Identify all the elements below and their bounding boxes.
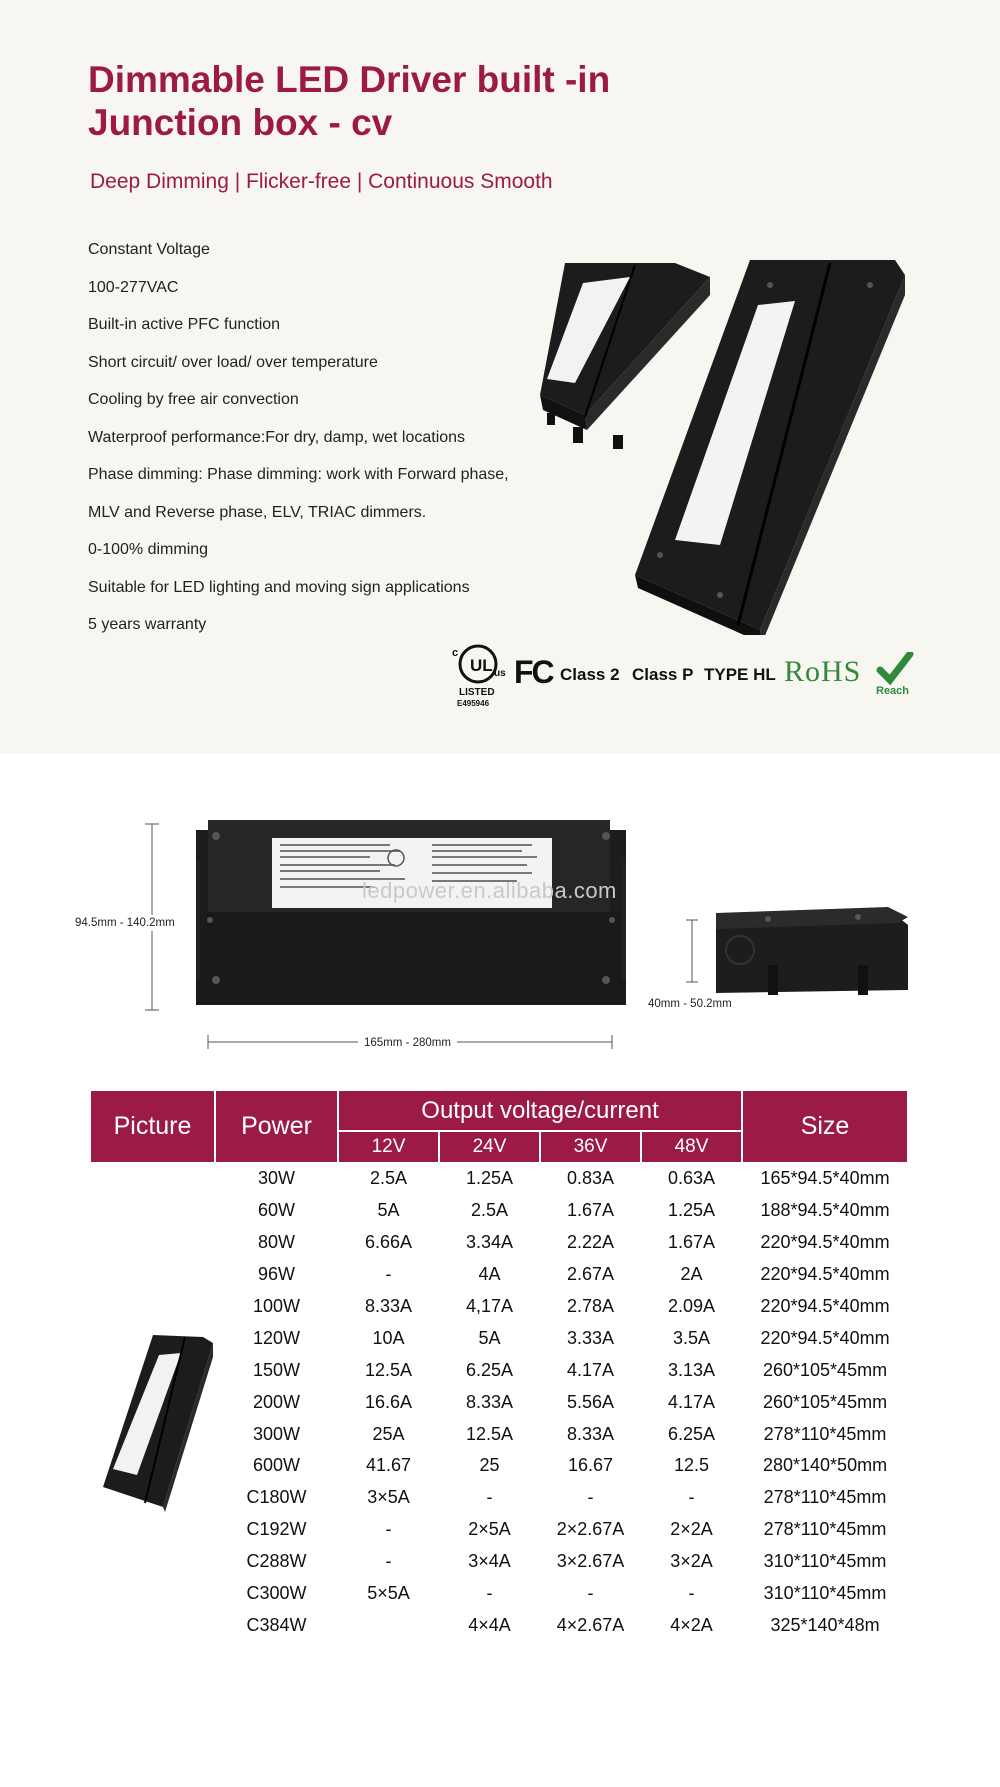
current-36v-cell: - bbox=[587, 1583, 594, 1604]
power-cell: 200W bbox=[252, 1391, 301, 1412]
current-12v-cell: 10A bbox=[372, 1327, 405, 1348]
table-picture-cell bbox=[90, 1163, 215, 1641]
ul-file-text: E495946 bbox=[457, 699, 490, 708]
ul-mark-text: UL bbox=[470, 656, 493, 675]
size-cell: 220*94.5*40mm bbox=[760, 1296, 890, 1316]
feature-item: Short circuit/ over load/ over temperature bbox=[88, 353, 378, 371]
size-cell: 278*110*45mm bbox=[763, 1519, 887, 1540]
certification-row bbox=[448, 640, 918, 710]
current-12v-cell bbox=[338, 1609, 439, 1641]
current-12v-cell: 5A bbox=[377, 1200, 400, 1221]
current-48v-cell: 3.13A bbox=[667, 1359, 716, 1380]
current-12v-cell: 16.6A bbox=[364, 1391, 413, 1412]
current-24v-cell: 1.25A bbox=[465, 1168, 514, 1189]
size-cell: 165*94.5*40mm bbox=[760, 1168, 890, 1189]
power-cell: 120W bbox=[252, 1327, 301, 1348]
page-title: Dimmable LED Driver built -in Junction box - cv bbox=[88, 59, 611, 143]
watermark-text: ledpower.en.alibaba.com bbox=[362, 878, 617, 903]
current-48v-cell: 4×2A bbox=[670, 1614, 713, 1635]
current-12v-cell: 41.67 bbox=[365, 1455, 412, 1476]
feature-list bbox=[88, 238, 509, 651]
current-48v-cell: 2.09A bbox=[667, 1296, 716, 1316]
power-cell: 150W bbox=[252, 1359, 301, 1380]
size-cell: 325*140*48m bbox=[770, 1614, 880, 1635]
power-cell: C180W bbox=[246, 1487, 307, 1508]
current-24v-cell: 2.5A bbox=[470, 1200, 509, 1221]
type-hl-label: TYPE HL bbox=[704, 665, 776, 684]
width-dimension-label: 165mm - 280mm bbox=[358, 1037, 457, 1049]
size-cell: 278*110*45mm bbox=[763, 1423, 887, 1444]
size-cell: 188*94.5*40mm bbox=[760, 1200, 890, 1221]
feature-item: Phase dimming: Phase dimming: work with Forward phase, bbox=[88, 466, 509, 483]
power-cell: C288W bbox=[246, 1551, 307, 1572]
current-12v-cell: 6.66A bbox=[364, 1232, 413, 1253]
current-24v-cell: 3.34A bbox=[465, 1232, 514, 1253]
current-36v-cell: 2×2.67A bbox=[556, 1519, 625, 1540]
current-48v-cell: 3×2A bbox=[670, 1551, 713, 1572]
ul-listed-text: LISTED bbox=[459, 687, 495, 698]
current-36v-cell: 2.78A bbox=[566, 1296, 615, 1316]
current-36v-cell: 3×2.67A bbox=[556, 1551, 625, 1572]
power-cell: C384W bbox=[246, 1614, 307, 1635]
current-24v-cell: 5A bbox=[478, 1327, 501, 1348]
current-36v-cell: 0.83A bbox=[566, 1168, 615, 1189]
current-36v-cell: 4.17A bbox=[566, 1359, 615, 1380]
current-36v-cell: 3.33A bbox=[566, 1327, 615, 1348]
power-cell: 80W bbox=[257, 1232, 295, 1253]
feature-item: 0-100% dimming bbox=[88, 541, 209, 558]
current-36v-cell: 1.67A bbox=[566, 1200, 615, 1221]
current-24v-cell: 4×4A bbox=[468, 1614, 511, 1635]
page-subtitle: Deep Dimming | Flicker-free | Continuous Smooth bbox=[90, 170, 553, 193]
current-36v-cell: 16.67 bbox=[567, 1455, 614, 1476]
current-48v-cell: 6.25A bbox=[667, 1423, 716, 1444]
header-picture: Picture bbox=[90, 1090, 215, 1163]
header-24v: 24V bbox=[439, 1131, 540, 1163]
current-24v-cell: 4A bbox=[478, 1264, 501, 1285]
feature-item: Built-in active PFC function bbox=[88, 316, 281, 333]
power-cell: C192W bbox=[246, 1519, 307, 1540]
current-12v-cell: 12.5A bbox=[364, 1359, 413, 1380]
current-48v-cell: 2A bbox=[680, 1264, 703, 1285]
current-36v-cell: 5.56A bbox=[566, 1391, 615, 1412]
power-cell: 600W bbox=[252, 1455, 301, 1476]
power-cell: 96W bbox=[257, 1264, 295, 1285]
current-36v-cell: 2.67A bbox=[566, 1264, 615, 1285]
current-12v-cell: 25A bbox=[372, 1423, 405, 1444]
size-cell: 220*94.5*40mm bbox=[760, 1232, 890, 1253]
current-24v-cell: 25 bbox=[479, 1455, 500, 1476]
current-12v-cell: 3×5A bbox=[367, 1487, 410, 1508]
size-cell: 310*110*45mm bbox=[763, 1551, 887, 1572]
power-cell: 300W bbox=[252, 1423, 301, 1444]
power-cell: 100W bbox=[252, 1296, 301, 1316]
product-side-view bbox=[708, 905, 913, 1000]
current-36v-cell: 2.22A bbox=[566, 1232, 615, 1253]
current-36v-cell: 4×2.67A bbox=[556, 1614, 625, 1635]
current-48v-cell: 4.17A bbox=[667, 1391, 716, 1412]
size-cell: 260*105*45mm bbox=[762, 1391, 888, 1412]
header-size: Size bbox=[742, 1090, 908, 1163]
feature-item: Waterproof performance:For dry, damp, wet locations bbox=[88, 428, 466, 446]
rohs-logo: RoHS bbox=[784, 655, 862, 688]
power-cell: 60W bbox=[257, 1200, 295, 1221]
size-cell: 278*110*45mm bbox=[763, 1487, 887, 1508]
height-dimension-label: 94.5mm - 140.2mm bbox=[75, 917, 175, 929]
classp-label: Class P bbox=[632, 665, 694, 684]
size-cell: 280*140*50mm bbox=[762, 1455, 888, 1476]
current-24v-cell: 4,17A bbox=[465, 1296, 514, 1316]
current-36v-cell: 8.33A bbox=[566, 1423, 615, 1444]
header-12v: 12V bbox=[338, 1131, 439, 1163]
current-12v-cell: 2.5A bbox=[369, 1168, 408, 1189]
current-48v-cell: 0.63A bbox=[667, 1168, 716, 1189]
feature-item: 100-277VAC bbox=[88, 278, 179, 296]
current-12v-cell: - bbox=[385, 1519, 392, 1540]
feature-item: Constant Voltage bbox=[88, 241, 210, 258]
feature-item: Cooling by free air convection bbox=[88, 391, 299, 408]
feature-item: Suitable for LED lighting and moving sign applications bbox=[88, 578, 470, 596]
current-24v-cell: 8.33A bbox=[465, 1391, 514, 1412]
header-power: Power bbox=[215, 1090, 338, 1163]
current-24v-cell: 12.5A bbox=[465, 1423, 514, 1444]
current-12v-cell: 8.33A bbox=[364, 1296, 413, 1316]
current-48v-cell: 1.25A bbox=[667, 1200, 716, 1221]
current-12v-cell: - bbox=[385, 1551, 392, 1572]
current-24v-cell: 2×5A bbox=[468, 1519, 511, 1540]
power-cell: 30W bbox=[257, 1168, 295, 1189]
hero-section bbox=[0, 0, 1000, 754]
current-24v-cell: 3×4A bbox=[468, 1551, 511, 1572]
class2-label: Class 2 bbox=[560, 665, 620, 684]
current-24v-cell: 6.25A bbox=[465, 1359, 514, 1380]
size-cell: 220*94.5*40mm bbox=[760, 1327, 890, 1348]
current-24v-cell: - bbox=[486, 1583, 493, 1604]
ul-listed-icon bbox=[448, 640, 506, 710]
current-12v-cell: - bbox=[385, 1264, 392, 1285]
current-48v-cell: - bbox=[688, 1487, 695, 1508]
product-front-view bbox=[196, 820, 626, 1010]
current-48v-cell: 1.67A bbox=[667, 1232, 716, 1253]
current-48v-cell: 2×2A bbox=[670, 1519, 713, 1540]
feature-item: 5 years warranty bbox=[88, 616, 207, 633]
ul-us-text: us bbox=[494, 668, 506, 679]
current-36v-cell: - bbox=[587, 1487, 594, 1508]
spec-table bbox=[90, 1090, 908, 1641]
header-36v: 36V bbox=[540, 1131, 641, 1163]
table-row bbox=[90, 1163, 908, 1195]
feature-item: MLV and Reverse phase, ELV, TRIAC dimmers. bbox=[88, 503, 427, 521]
power-cell: C300W bbox=[246, 1583, 307, 1604]
size-cell: 310*110*45mm bbox=[763, 1583, 887, 1604]
current-48v-cell: 12.5 bbox=[673, 1455, 710, 1476]
header-48v: 48V bbox=[641, 1131, 742, 1163]
fcc-logo: FC bbox=[514, 654, 553, 690]
current-12v-cell: 5×5A bbox=[367, 1583, 410, 1604]
header-output: Output voltage/current bbox=[338, 1090, 742, 1131]
current-48v-cell: 3.5A bbox=[673, 1327, 711, 1348]
ul-c-text: c bbox=[452, 647, 459, 659]
size-cell: 260*105*45mm bbox=[762, 1359, 888, 1380]
current-24v-cell: - bbox=[486, 1487, 493, 1508]
current-48v-cell: - bbox=[688, 1583, 695, 1604]
reach-label: Reach bbox=[876, 685, 910, 697]
table-product-image bbox=[93, 1327, 213, 1512]
depth-dimension-label: 40mm - 50.2mm bbox=[648, 998, 732, 1010]
size-cell: 220*94.5*40mm bbox=[760, 1264, 890, 1285]
product-image-large bbox=[630, 255, 905, 635]
